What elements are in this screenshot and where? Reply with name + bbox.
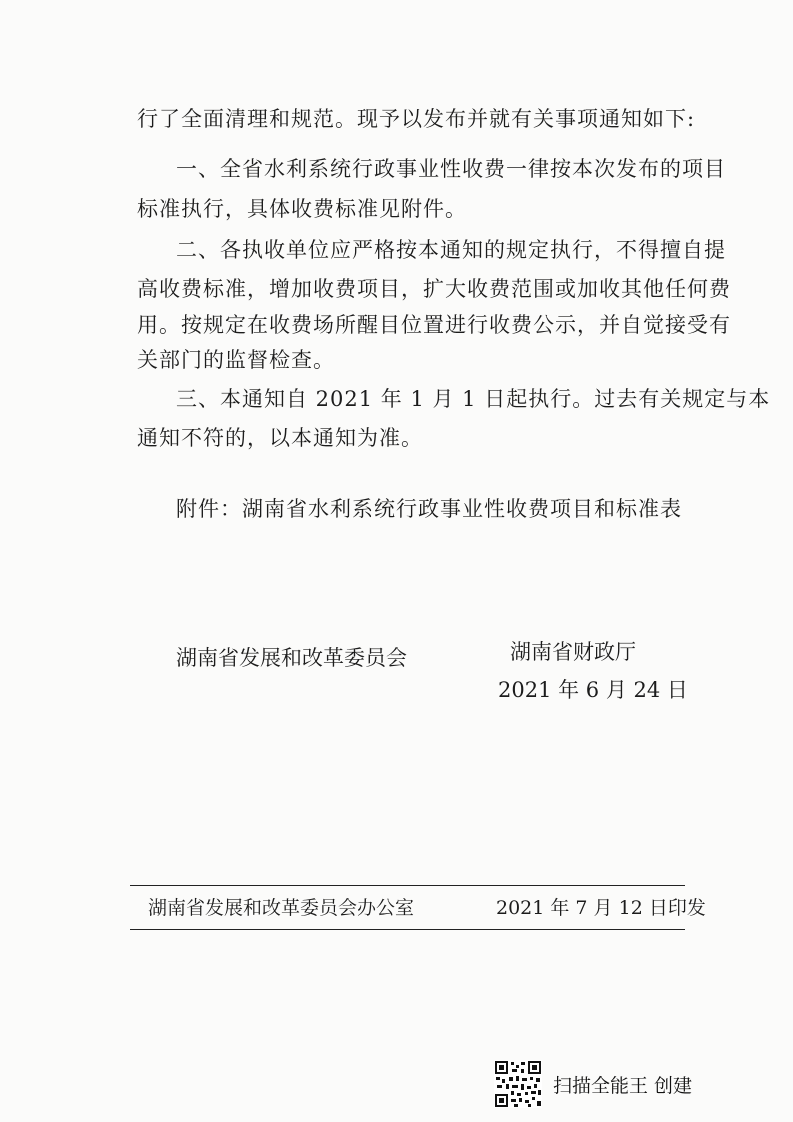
scanner-watermark: 扫描全能王 创建: [553, 1075, 693, 1097]
footer-office: 湖南省发展和改革委员会办公室: [148, 897, 415, 919]
qr-code-icon: [494, 1060, 542, 1108]
body-line-4: 二、各执收单位应严格按本通知的规定执行，不得擅自提: [176, 238, 726, 262]
body-line-1: 行了全面清理和规范。现予以发布并就有关事项通知如下:: [137, 107, 696, 131]
issue-date: 2021 年 6 月 24 日: [498, 678, 688, 702]
body-line-8: 三、本通知自 2021 年 1 月 1 日起执行。过去有关规定与本: [176, 387, 771, 411]
footer-rule-top: [130, 885, 685, 886]
body-line-6: 用。按规定在收费场所醒目位置进行收费公示，并自觉接受有: [137, 313, 731, 337]
body-line-7: 关部门的监督检查。: [137, 348, 335, 372]
attachment-line: 附件：湖南省水利系统行政事业性收费项目和标准表: [176, 497, 682, 521]
issuer-ndrc: 湖南省发展和改革委员会: [176, 646, 407, 670]
body-line-5: 高收费标准，增加收费项目，扩大收费范围或加收其他任何费: [137, 277, 731, 301]
footer-print-date: 2021 年 7 月 12 日印发: [496, 897, 706, 919]
body-line-3: 标准执行，具体收费标准见附件。: [137, 197, 467, 221]
body-line-2: 一、全省水利系统行政事业性收费一律按本次发布的项目: [176, 157, 726, 181]
footer-rule-bottom: [130, 929, 685, 930]
issuer-finance-dept: 湖南省财政厅: [510, 640, 636, 664]
body-line-9: 通知不符的，以本通知为准。: [137, 426, 423, 450]
